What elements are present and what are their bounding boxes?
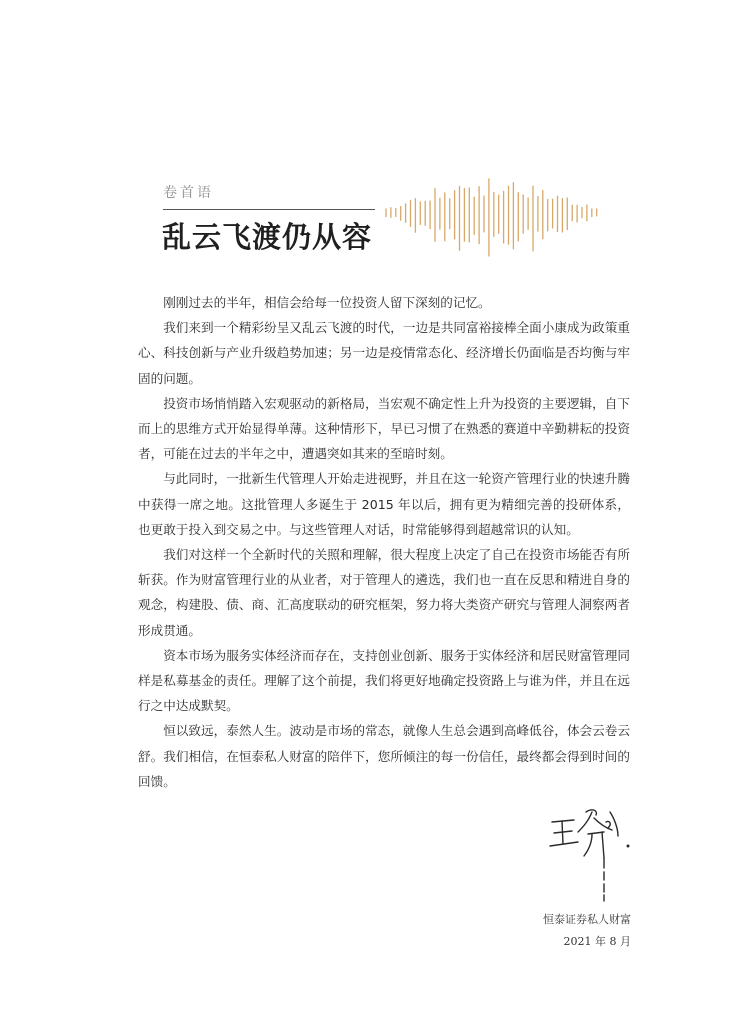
- title-divider: [163, 209, 375, 210]
- paragraph: 恒以致远，泰然人生。波动是市场的常态，就像人生总会遇到高峰低谷，体会云卷云舒。我们相信，在恒泰私人财富的陪伴下，您所倾注的每一份信任，最终都会得到时间的回馈。: [138, 723, 630, 789]
- publish-date: 2021 年 8 月: [563, 935, 631, 948]
- company-name: 恒泰证券私人财富: [543, 913, 631, 926]
- signature-icon: [548, 806, 638, 906]
- paragraph: 与此同时，一批新生代管理人开始走进视野，并且在这一轮资产管理行业的快速升腾中获得一席之地。这批管理人多诞生于 2015 年以后，拥有更为精细完善的投研体系，也更敢于投入到交易之中。与这些管理人对话，时常能够得到超越常识的认知。: [138, 471, 630, 537]
- paragraph: 我们对这样一个全新时代的关照和理解，很大程度上决定了自己在投资市场能否有所斩获。作为财富管理行业的从业者，对于管理人的遴选，我们也一直在反思和精进自身的观念，构建股、债、商、汇高度联动的研究框架，努力将大类资产研究与管理人洞察两者形成贯通。: [138, 547, 630, 638]
- body-text: [138, 290, 630, 794]
- section-label: 卷首语: [163, 185, 214, 201]
- page-title: 乱云飞渡仍从容: [162, 220, 373, 254]
- paragraph: 刚刚过去的半年，相信会给每一位投资人留下深刻的记忆。: [163, 295, 491, 310]
- paragraph: 投资市场悄悄踏入宏观驱动的新格局，当宏观不确定性上升为投资的主要逻辑，自下而上的思维方式开始显得单薄。这种情形下，早已习惯了在熟悉的赛道中辛勤耕耘的投资者，可能在过去的半年之中，遭遇突如其来的至暗时刻。: [138, 395, 630, 462]
- paragraph: 我们来到一个精彩纷呈又乱云飞渡的时代，一边是共同富裕接棒全面小康成为政策重心、科技创新与产业升级趋势加速；另一边是疫情常态化、经济增长仍面临是否均衡与牢固的问题。: [138, 320, 630, 386]
- soundwave-decoration: [384, 174, 600, 258]
- paragraph: 资本市场为服务实体经济而存在，支持创业创新、服务于实体经济和居民财富管理同样是私募基金的责任。理解了这个前提，我们将更好地确定投资路上与谁为伴，并且在远行之中达成默契。: [138, 647, 630, 714]
